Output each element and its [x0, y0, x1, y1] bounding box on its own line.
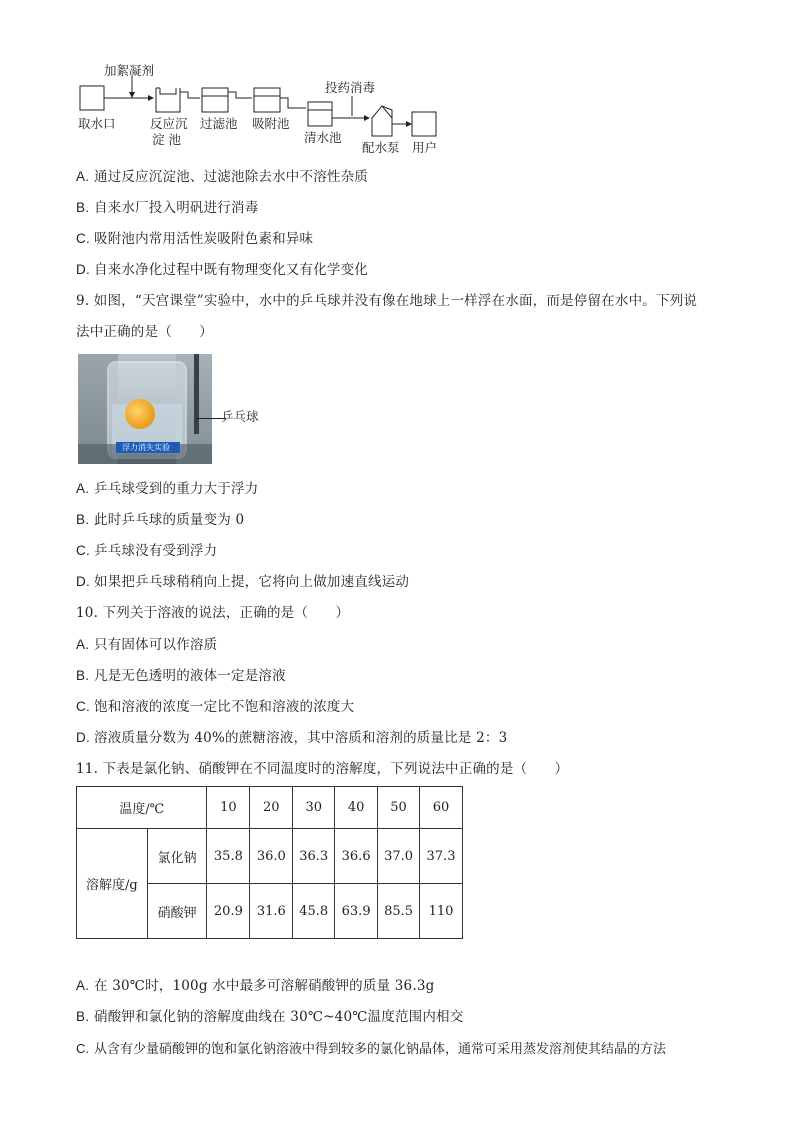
value-cell: 36.6	[335, 829, 378, 884]
value-cell: 36.0	[250, 829, 293, 884]
option-text: 饱和溶液的浓度一定比不饱和溶液的浓度大	[94, 699, 355, 715]
option-letter: D.	[76, 574, 90, 589]
q9-option-b	[76, 511, 244, 529]
reaction-tank-label-2: 淀 池	[152, 132, 181, 147]
ping-pong-ball-shape	[125, 399, 155, 429]
disinfectant-label: 投药消毒	[325, 80, 376, 95]
space-experiment-photo	[78, 354, 212, 464]
option-letter: A.	[76, 169, 90, 184]
solubility-group-label: 溶解度/g	[77, 829, 148, 939]
user-box	[412, 112, 436, 136]
value-cell: 36.3	[293, 829, 335, 884]
temp-cell: 50	[378, 787, 420, 829]
filter-tank-label: 过滤池	[200, 116, 238, 131]
temp-cell: 20	[250, 787, 293, 829]
value-cell: 110	[420, 884, 463, 939]
q10-stem: 10. 下列关于溶液的说法，正确的是（ ）	[76, 605, 350, 621]
temp-cell: 30	[293, 787, 335, 829]
q11-stem: 11. 下表是氯化钠、硝酸钾在不同温度时的溶解度，下列说法中正确的是（ ）	[76, 761, 569, 777]
option-letter: B.	[76, 512, 90, 527]
option-letter: A.	[76, 978, 90, 993]
value-cell: 20.9	[207, 884, 250, 939]
option-text: 吸附池内常用活性炭吸附色素和异味	[94, 231, 314, 247]
option-text: 乒乓球没有受到浮力	[94, 543, 218, 559]
option-letter: D.	[76, 262, 90, 277]
option-letter: C.	[76, 231, 90, 246]
q10-option-b	[76, 667, 286, 685]
q8-option-c	[76, 230, 313, 248]
q8-option-d	[76, 261, 368, 279]
temp-cell: 10	[207, 787, 250, 829]
option-text: 凡是无色透明的液体一定是溶液	[94, 668, 286, 684]
table-row	[77, 829, 463, 884]
option-text: 在 30℃时，100g 水中最多可溶解硝酸钾的质量 36.3g	[94, 978, 435, 994]
option-text: 自来水净化过程中既有物理变化又有化学变化	[94, 262, 368, 278]
adsorption-tank-label: 吸附池	[252, 116, 290, 131]
temp-header: 温度/℃	[77, 787, 207, 829]
value-cell: 31.6	[250, 884, 293, 939]
q11-option-c	[76, 1040, 666, 1059]
option-text: 溶液质量分数为 40%的蔗糖溶液，其中溶质和溶剂的质量比是 2：3	[94, 730, 508, 746]
adsorption-tank-shape	[254, 88, 280, 112]
option-text: 乒乓球受到的重力大于浮力	[94, 481, 259, 497]
option-letter: A.	[76, 481, 90, 496]
option-letter: B.	[76, 1009, 90, 1024]
value-cell: 85.5	[378, 884, 420, 939]
option-text: 只有固体可以作溶质	[94, 637, 218, 653]
option-letter: C.	[76, 699, 90, 714]
temp-cell: 60	[420, 787, 463, 829]
q11-option-a	[76, 977, 434, 995]
q9-stem-line2: 法中正确的是（ ）	[76, 324, 213, 340]
table-header-row	[77, 787, 463, 829]
q9-option-d	[76, 573, 409, 591]
ping-pong-callout-label: 乒乓球	[221, 409, 259, 424]
value-cell: 35.8	[207, 829, 250, 884]
option-letter: D.	[76, 730, 90, 745]
option-letter: C.	[76, 543, 90, 558]
option-letter: C.	[76, 1041, 89, 1056]
intake-label: 取水口	[78, 116, 116, 131]
solubility-table	[76, 786, 463, 939]
coagulant-label: 加絮凝剂	[104, 63, 155, 78]
q9-stem-line1: 9. 如图，“天宫课堂”实验中，水中的乒乓球并没有像在地球上一样浮在水面，而是停留在水中。下列说	[76, 293, 698, 309]
option-text: 从含有少量硝酸钾的饱和氯化钠溶液中得到较多的氯化钠晶体，通常可采用蒸发溶剂使其结晶的方法	[94, 1042, 667, 1057]
clear-tank-label: 清水池	[304, 130, 342, 145]
pump-label: 配水泵	[362, 140, 400, 155]
q8-option-b	[76, 199, 258, 217]
q9-option-c	[76, 542, 217, 560]
q10-option-c	[76, 698, 354, 716]
filter-tank-shape	[202, 88, 228, 112]
clear-tank-shape	[308, 102, 332, 126]
reaction-tank-shape	[156, 88, 180, 112]
value-cell: 45.8	[293, 884, 335, 939]
value-cell: 37.0	[378, 829, 420, 884]
reaction-tank-label-1: 反应沉	[150, 116, 188, 131]
option-letter: B.	[76, 668, 90, 683]
option-letter: B.	[76, 200, 90, 215]
intake-box	[80, 86, 104, 110]
q11-option-b	[76, 1008, 463, 1026]
user-label: 用户	[412, 140, 438, 155]
option-text: 通过反应沉淀池、过滤池除去水中不溶性杂质	[94, 169, 368, 185]
q10-option-d	[76, 729, 507, 747]
value-cell: 63.9	[335, 884, 378, 939]
q9-option-a	[76, 480, 258, 498]
photo-banner-text: 浮力消失实验	[122, 443, 170, 452]
temp-cell: 40	[335, 787, 378, 829]
option-letter: A.	[76, 637, 90, 652]
pump-shape	[372, 106, 392, 136]
q8-option-a	[76, 168, 368, 186]
q10-option-a	[76, 636, 217, 654]
option-text: 此时乒乓球的质量变为 0	[94, 512, 245, 528]
option-text: 自来水厂投入明矾进行消毒	[94, 200, 259, 216]
option-text: 硝酸钾和氯化钠的溶解度曲线在 30℃~40℃温度范围内相交	[94, 1009, 464, 1025]
substance-name: 氯化钠	[147, 829, 207, 884]
value-cell: 37.3	[420, 829, 463, 884]
substance-name: 硝酸钾	[147, 884, 207, 939]
option-text: 如果把乒乓球稍稍向上提，它将向上做加速直线运动	[94, 574, 410, 590]
